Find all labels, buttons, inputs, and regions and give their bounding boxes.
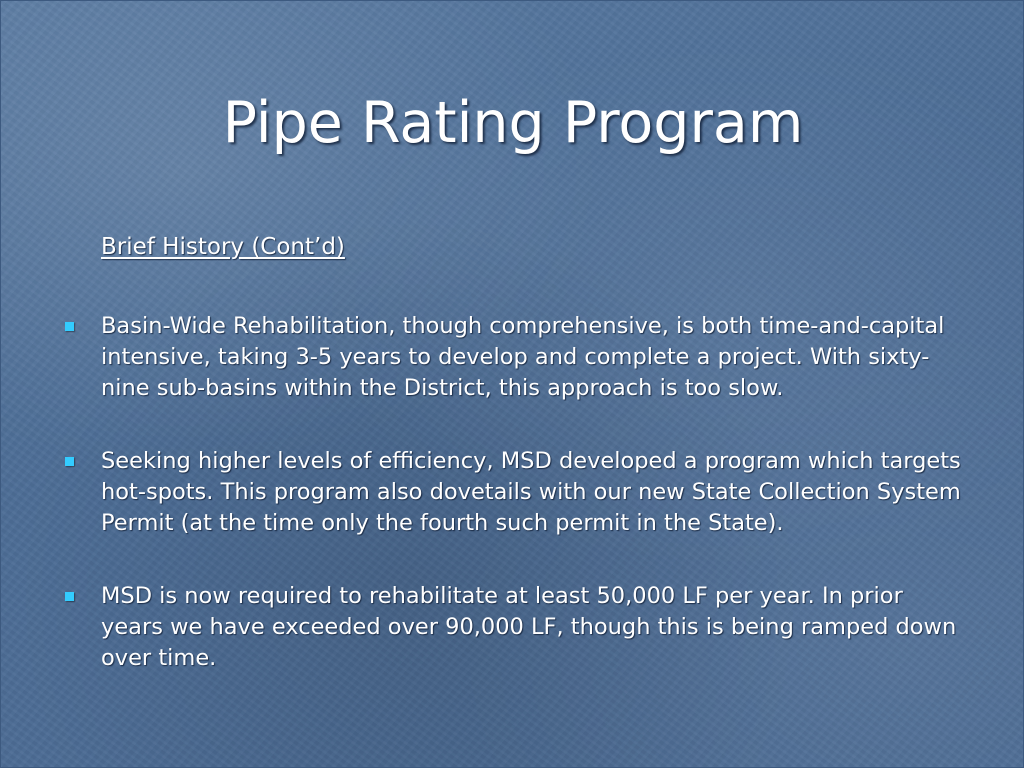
bullet-item [63,581,963,674]
bullet-list [63,311,963,716]
bullet-text: Seeking higher levels of efficiency, MSD developed a program which targets hot-spots. This program also dovetails with our new State Collection System Permit (at the time only the fourth such permit in the State). [101,448,961,536]
slide-subheading: Brief History (Cont’d) [101,234,345,260]
square-bullet-icon [65,592,74,601]
square-bullet-icon [65,457,74,466]
square-bullet-icon [65,322,74,331]
bullet-text: Basin-Wide Rehabilitation, though comprehensive, is both time-and-capital intensive, taking 3-5 years to develop and complete a project. With sixty-nine sub-basins within the District, this approach is too slow. [101,313,945,401]
bullet-item [63,446,963,539]
slide-title: Pipe Rating Program [222,90,804,156]
bullet-item [63,311,963,404]
bullet-text: MSD is now required to rehabilitate at least 50,000 LF per year. In prior years we have exceeded over 90,000 LF, though this is being ramped down over time. [101,583,957,671]
